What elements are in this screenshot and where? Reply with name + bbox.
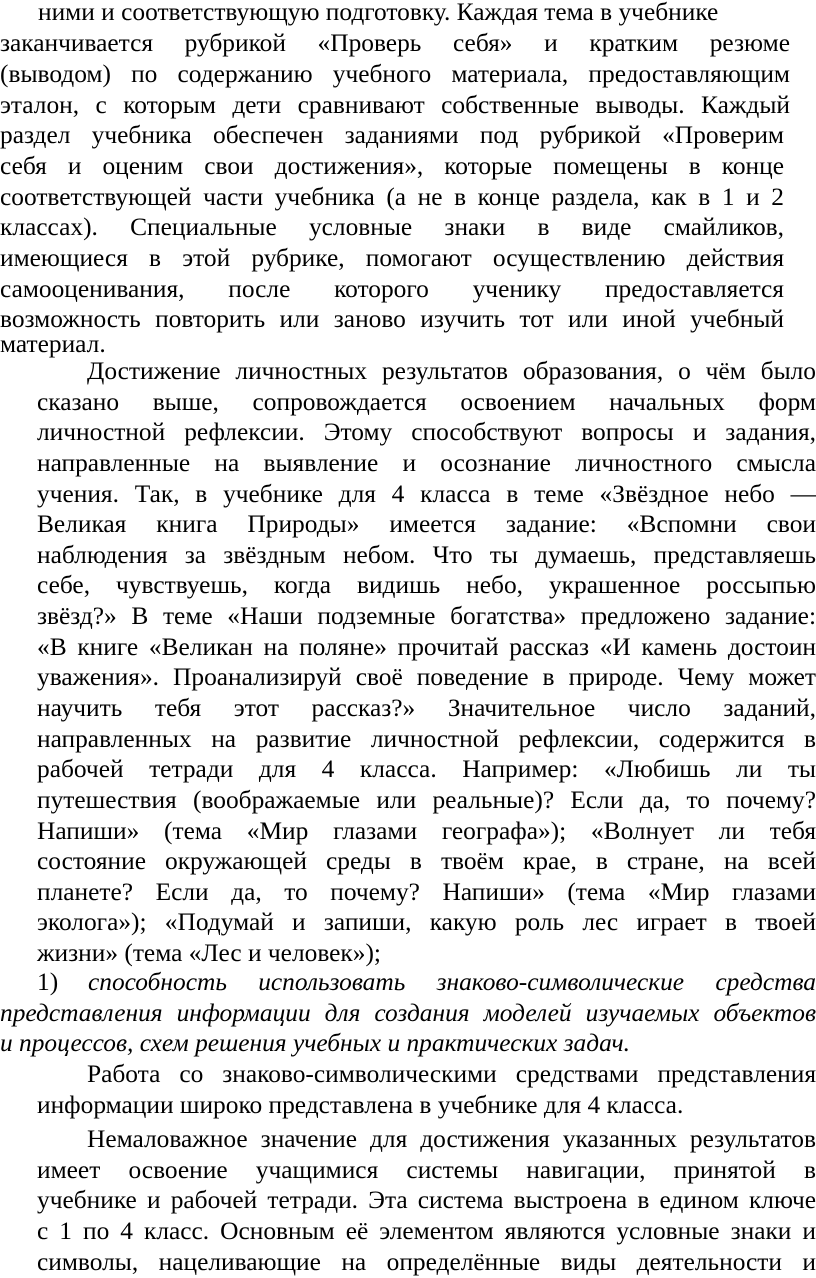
text-line: классах). Специальные условные знаки в виде смайликов, bbox=[0, 213, 784, 241]
text-line: уважения». Проанализируй своё поведение в природе. Чему может bbox=[37, 663, 816, 691]
text-line: направленных на развитие личностной рефлексии, содержится в bbox=[37, 725, 816, 753]
text-line: Работа со знаково-символическими средствами представления bbox=[87, 1060, 816, 1088]
text-line: и процессов, схем решения учебных и практических задач. bbox=[0, 1029, 630, 1057]
text-line: состояние окружающей среды в твоём крае, в стране, на всей bbox=[37, 847, 816, 875]
text-line: материал. bbox=[0, 330, 106, 358]
text-line: научить тебя этот рассказ?» Значительное число заданий, bbox=[37, 694, 816, 722]
text-line: раздел учебника обеспечен заданиями под рубрикой «Проверим bbox=[0, 121, 784, 149]
text-line: способность использовать знаково-символические средства bbox=[88, 968, 816, 996]
text-line: Немаловажное значение для достижения указанных результатов bbox=[87, 1125, 816, 1153]
text-line: звёзд?» В теме «Наши подземные богатства» предложено задание: bbox=[37, 602, 816, 630]
text-line: с 1 по 4 класс. Основным её элементом являются условные знаки и bbox=[37, 1217, 816, 1245]
text-line: соответствующей части учебника (а не в конце раздела, как в 1 и 2 bbox=[0, 183, 784, 211]
text-line: возможность повторить или заново изучить тот или иной учебный bbox=[0, 305, 784, 333]
list-item-number: 1) bbox=[37, 968, 59, 996]
text-line: направленные на выявление и осознание личностного смысла bbox=[37, 449, 816, 477]
text-line: Достижение личностных результатов образования, о чём было bbox=[87, 357, 816, 385]
text-line: ними и соответствующую подготовку. Каждая тема в учебнике bbox=[38, 0, 719, 26]
text-line: заканчивается рубрикой «Проверь себя» и кратким резюме bbox=[0, 29, 790, 57]
text-line: личностной рефлексии. Этому способствуют вопросы и задания, bbox=[37, 418, 816, 446]
text-line: учебнике и рабочей тетради. Эта система выстроена в едином ключе bbox=[37, 1186, 816, 1214]
text-line: эколога»); «Подумай и запиши, какую роль лес играет в твоей bbox=[37, 908, 816, 936]
text-line: самооценивания, после которого ученику предоставляется bbox=[0, 275, 784, 303]
text-line: себя и оценим свои достижения», которые помещены в конце bbox=[0, 152, 784, 180]
text-line: рабочей тетради для 4 класса. Например: «Любишь ли ты bbox=[37, 755, 816, 783]
text-line: имеет освоение учащимися системы навигации, принятой в bbox=[37, 1156, 816, 1184]
text-line: информации широко представлена в учебнике для 4 класса. bbox=[37, 1091, 684, 1119]
text-line: жизни» (тема «Лес и человек»); bbox=[37, 939, 381, 967]
text-line: (выводом) по содержанию учебного материала, предоставляющим bbox=[0, 60, 790, 88]
text-line: «В книге «Великан на поляне» прочитай рассказ «И камень достоин bbox=[37, 633, 816, 661]
text-line: символы, нацеливающие на определённые виды деятельности и bbox=[37, 1248, 816, 1276]
text-line: Великая книга Природы» имеется задание: «Вспомни свои bbox=[37, 510, 816, 538]
text-line: представления информации для создания моделей изучаемых объектов bbox=[0, 999, 816, 1027]
text-line: имеющиеся в этой рубрике, помогают осуществлению действия bbox=[0, 244, 784, 272]
text-line: эталон, с которым дети сравнивают собственные выводы. Каждый bbox=[0, 91, 790, 119]
text-line: сказано выше, сопровождается освоением начальных форм bbox=[37, 388, 816, 416]
text-line: учения. Так, в учебнике для 4 класса в теме «Звёздное небо — bbox=[37, 480, 816, 508]
text-line: планете? Если да, то почему? Напиши» (тема «Мир глазами bbox=[37, 878, 816, 906]
text-line: наблюдения за звёздным небом. Что ты думаешь, представляешь bbox=[37, 541, 816, 569]
text-line: Напиши» (тема «Мир глазами географа»); «Волнует ли тебя bbox=[37, 817, 816, 845]
text-line: себе, чувствуешь, когда видишь небо, украшенное россыпью bbox=[37, 571, 816, 599]
text-line: путешествия (воображаемые или реальные)? Если да, то почему? bbox=[37, 786, 816, 814]
